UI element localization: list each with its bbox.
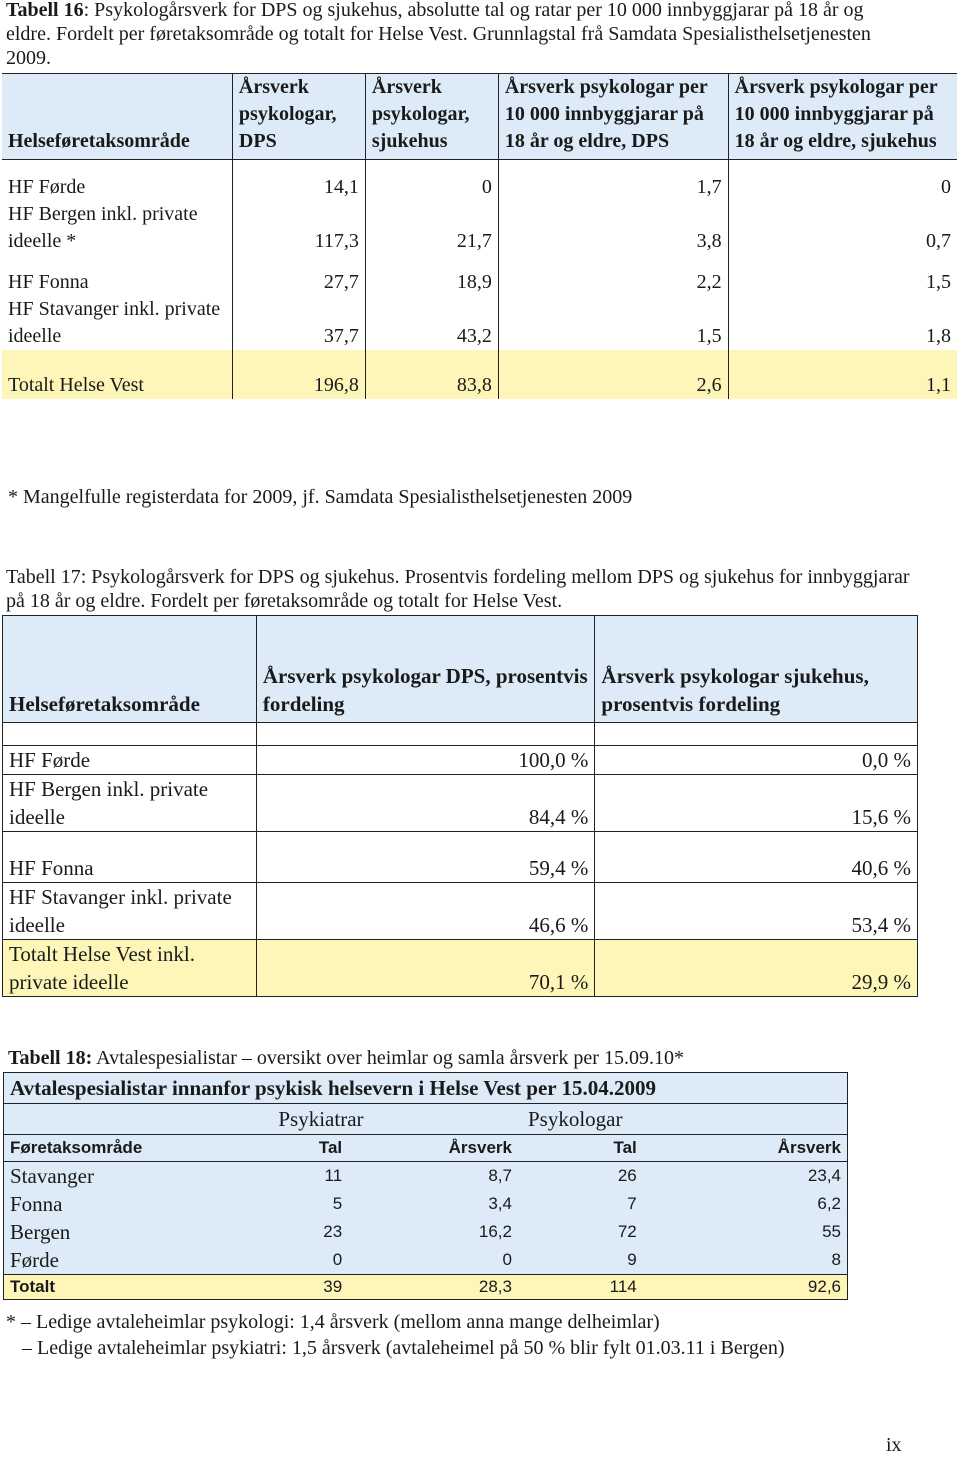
table16 [2, 73, 957, 399]
cell-value: 83,8 [365, 350, 498, 399]
cell-value: 0,7 [926, 230, 951, 252]
table-row [3, 883, 918, 940]
table16-total-row [2, 350, 957, 399]
table16-header: Årsverk psykologar per 10 000 innbyggjarar på 18 år og eldre, DPS [498, 74, 728, 160]
cell-value: 14,1 [232, 174, 365, 201]
table16-header: Helseføretaksområde [2, 74, 232, 160]
table18-column-row [4, 1135, 848, 1162]
row-name: HF Stavanger inkl. private ideelle [3, 883, 257, 940]
cell-value: 92,6 [643, 1275, 848, 1300]
cell-value: 117,3 [232, 201, 365, 255]
page-number: ix [886, 1434, 902, 1456]
cell-value: 43,2 [365, 296, 498, 350]
cell-value: 72 [617, 1222, 637, 1241]
cell-value: 2,2 [498, 269, 728, 296]
cell-value: 1,7 [498, 174, 728, 201]
group-psykiatrar: Psykiatrar [278, 1107, 364, 1131]
cell-value: 21,7 [365, 201, 498, 255]
table18-footnote-2: – Ledige avtaleheimlar psykiatri: 1,5 årsverk (avtaleheimel på 50 % blir fylt 01.03.11 i Bergen) [22, 1337, 785, 1359]
table18-group-row [4, 1104, 848, 1135]
row-name: Totalt Helse Vest [2, 350, 232, 399]
cell-value: 23 [323, 1222, 343, 1241]
row-name: Totalt Helse Vest inkl. private ideelle [3, 940, 257, 997]
cell-value: 70,1 % [256, 940, 595, 997]
row-name: Fonna [10, 1192, 63, 1216]
cell-value: 59,4 % [256, 832, 595, 883]
table17-caption-text: : Psykologårsverk for DPS og sjukehus. Prosentvis fordeling mellom DPS og sjukehus for innbyggjarar på 18 år og eldre. Fordelt per føretaksområde og totalt for Helse Vest. [6, 566, 910, 612]
table18-footnote-1: * – Ledige avtaleheimlar psykologi: 1,4 årsverk (mellom anna mange delheimlar) [6, 1311, 660, 1333]
cell-value: 29,9 % [595, 940, 918, 997]
row-name: Totalt [4, 1275, 204, 1300]
table17-total-row [3, 940, 918, 997]
cell-value: 100,0 % [256, 746, 595, 775]
row-name: Førde [10, 1248, 59, 1272]
table17-header: Årsverk psykologar sjukehus, prosentvis fordeling [595, 616, 918, 723]
column-header: Årsverk [643, 1135, 848, 1162]
row-name: HF Fonna [2, 269, 232, 296]
table17-header: Årsverk psykologar DPS, prosentvis fordeling [256, 616, 595, 723]
column-header: Føretaksområde [4, 1135, 204, 1162]
cell-value: 0,0 % [595, 746, 918, 775]
cell-value: 53,4 % [595, 883, 918, 940]
row-name: HF Bergen inkl. private ideelle * [2, 201, 232, 255]
cell-value: 0 [332, 1250, 343, 1269]
table18-total-row [4, 1275, 848, 1300]
cell-value: 84,4 % [256, 775, 595, 832]
cell-value: 3,8 [498, 201, 728, 255]
cell-value: 27,7 [232, 269, 365, 296]
row-name: HF Fonna [3, 832, 257, 883]
cell-value: 46,6 % [256, 883, 595, 940]
cell-value: 114 [518, 1275, 643, 1300]
table16-caption [6, 0, 906, 70]
table16-header: Årsverk psykologar, DPS [232, 74, 365, 160]
cell-value: 37,7 [232, 296, 365, 350]
table-row [4, 1162, 848, 1191]
table-row [3, 775, 918, 832]
table16-caption-label: Tabell 16 [6, 0, 84, 21]
row-name: Bergen [10, 1220, 71, 1244]
table18-caption-text: Avtalespesialistar – oversikt over heimlar og samla årsverk per 15.09.10* [92, 1047, 684, 1069]
cell-value: 0 [502, 1250, 512, 1269]
table-row [3, 832, 918, 883]
table-row [2, 174, 957, 201]
cell-value: 39 [203, 1275, 348, 1300]
cell-value: 8,7 [488, 1166, 512, 1185]
table-row [4, 1246, 848, 1275]
cell-value: 11 [324, 1166, 343, 1185]
cell-value: 8 [831, 1250, 841, 1269]
row-name: HF Førde [3, 746, 257, 775]
cell-value: 1,5 [926, 271, 951, 293]
cell-value: 0 [365, 174, 498, 201]
table18-caption [8, 1046, 908, 1070]
table-row [3, 746, 918, 775]
cell-value: 7 [627, 1194, 637, 1213]
column-header: Tal [203, 1135, 348, 1162]
table-row [2, 296, 957, 350]
table17 [2, 615, 918, 997]
cell-value: 2,6 [498, 350, 728, 399]
table16-footnote: * Mangelfulle registerdata for 2009, jf. Samdata Spesialisthelsetjenesten 2009 [8, 486, 633, 508]
row-name: HF Førde [2, 174, 232, 201]
cell-value: 23,4 [807, 1166, 841, 1185]
group-psykologar: Psykologar [527, 1107, 623, 1131]
table-row [4, 1218, 848, 1246]
cell-value: 196,8 [232, 350, 365, 399]
table17-caption [6, 565, 926, 613]
row-name: HF Bergen inkl. private ideelle [3, 775, 257, 832]
cell-value: 28,3 [348, 1275, 518, 1300]
cell-value: 1,8 [926, 325, 951, 347]
table-row [2, 269, 957, 296]
cell-value: 9 [627, 1250, 637, 1269]
cell-value: 6,2 [817, 1194, 841, 1213]
table18-title-row [4, 1073, 848, 1104]
cell-value: 26 [617, 1166, 637, 1185]
cell-value: 3,4 [488, 1194, 512, 1213]
cell-value: 16,2 [478, 1222, 512, 1241]
cell-value: 40,6 % [595, 832, 918, 883]
cell-value: 1,1 [926, 374, 951, 396]
table17-header-row [3, 616, 918, 723]
cell-value: 0 [941, 176, 951, 198]
cell-value: 15,6 % [595, 775, 918, 832]
table17-header: Helseføretaksområde [3, 616, 257, 723]
table16-header: Årsverk psykologar, sjukehus [365, 74, 498, 160]
row-name: HF Stavanger inkl. private ideelle [2, 296, 232, 350]
cell-value: 5 [332, 1194, 343, 1213]
table18-title: Avtalespesialistar innanfor psykisk helsevern i Helse Vest per 15.04.2009 [4, 1073, 848, 1104]
table16-header-row [2, 74, 957, 160]
table18 [3, 1072, 848, 1300]
table-row [2, 201, 957, 255]
table-row [4, 1190, 848, 1218]
row-name: Stavanger [10, 1164, 94, 1188]
column-header: Årsverk [348, 1135, 518, 1162]
table17-caption-label: Tabell 17 [6, 566, 81, 588]
cell-value: 1,5 [498, 296, 728, 350]
table16-header: Årsverk psykologar per 10 000 innbyggjarar på 18 år og eldre, sjukehus [728, 74, 957, 160]
table16-caption-text: : Psykologårsverk for DPS og sjukehus, absolutte tal og ratar per 10 000 innbyggjarar på 18 år og eldre. Fordelt per føretaksområde og totalt for Helse Vest. Grunnlagstal frå Samdata Spesialisthelsetjenesten 2009. [6, 0, 871, 69]
cell-value: 18,9 [365, 269, 498, 296]
cell-value: 55 [822, 1222, 841, 1241]
table18-caption-label: Tabell 18: [8, 1047, 93, 1069]
column-header: Tal [518, 1135, 643, 1162]
